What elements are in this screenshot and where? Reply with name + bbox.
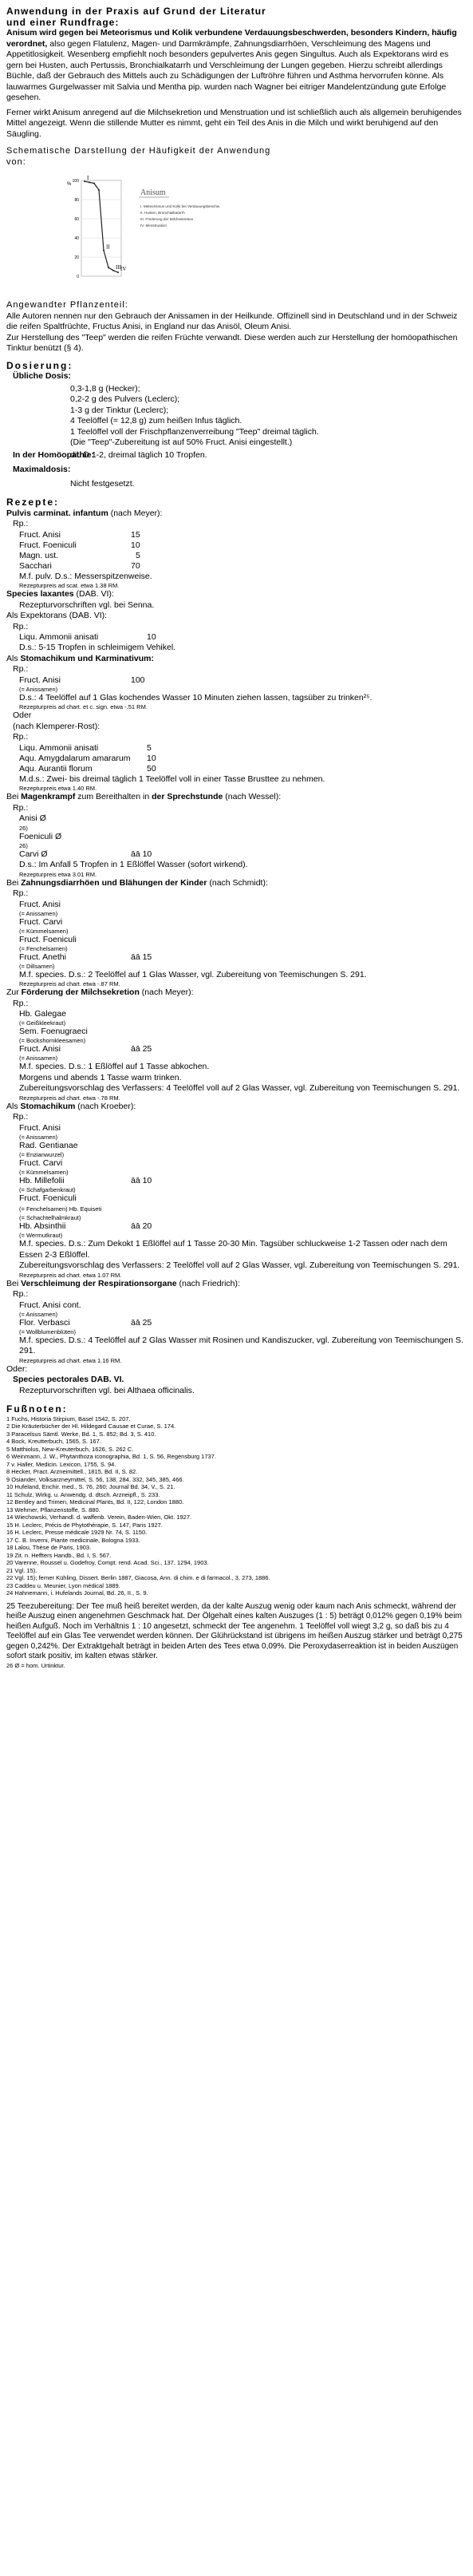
ingredient-name: Hb. Galegae [19,1009,66,1019]
oder-label: Oder [13,710,32,720]
rp-label: Rp.: [13,1289,29,1299]
recipe-title: Species laxantes [6,589,74,599]
dosage-max: Nicht festgesetzt. [70,478,135,489]
schema-title-line-2: von: [6,156,26,167]
recipe-instructions: Morgens und abends 1 Tasse warm trinken. [19,1072,182,1082]
ingredient-name: Hb. Absinthii [19,1221,66,1231]
ingredient-row [19,900,467,910]
footnote-item: 11 Schulz, Wirkg. u. Anwendg. d. dtsch. Arzneipfl., S. 233. [6,1490,160,1498]
ingredient-qty: 50 [147,763,156,774]
recipe-title: Verschleimung der Respirationsorgane [21,1278,177,1288]
ingredient-qty: āā 10 [131,849,152,859]
chart-point-label: III [116,263,121,271]
recipe-price: Rezepturpreis ad chart. et c. sign. etwa -.51 RM. [19,703,148,710]
recipe-instructions: M.f. species. D.s.: 4 Teelöffel auf 2 Glas Wasser mit Rosinen und Kandiszucker, vgl. Zubereitung von Teemischungen S. 291. [19,1335,463,1355]
footnote-item: 18 Lalou, Thèse de Paris, 1903. [6,1544,92,1551]
recipe-instructions: M.f. species. D.s.: 2 Teelöffel auf 1 Glas Wasser, vgl. Zubereitung von Teemischungen S. 291. [19,969,367,979]
ingredient-note: (= Fenchelsamen) Hb. Equiseti [19,1205,102,1213]
recipe-instructions: M.f. species. D.s.: Zum Dekokt 1 Eßlöffel auf 1 Tasse 20-30 Min. Tagsüber schluckweise 1-2 Tassen oder nach dem Essen 2-3 Eßlöffel. [19,1239,447,1260]
ingredient-name: Liqu. Ammonii anisati [19,742,99,753]
footnote-item: 7 v. Haller, Medicin. Lexicon, 1755, S. 94. [6,1460,116,1468]
recipe-zahnungsdiarrhoe [6,878,467,988]
chart-point [112,270,114,271]
ingredient-row [19,1204,467,1215]
recipe-mid: zum Bereithalten in [75,792,152,801]
ingredient-name: Sacchari [19,560,52,571]
intro-text: also gegen Flatulenz, Magen- und Darmkrämpfe, Zahnungsdiarrhöen, Verschleimung des Magens und Appetitlosigkeit. Wesenberg empfiehlt noch besonders gepulvertes Anis gegen Singultus. Auch als Expektorans wird es gern bei Husten, auch Pertussis, Bronchialkatarrh und Verschleimung der Lungen gegeben. Hierzu schreibt allerdings Büchle, daß der Gebrauch des Mittels auch zu Schädigungen der Luftröhre führen und Asthma hervorrufen könne. Als lauwarmes Gurgelwasser mit Salvia und Mentha pip. wurden nach Wagner bei eitriger Mandelentzündung gute Erfolge gesehen. [6,38,449,102]
ingredient-qty: āā 25 [131,1044,152,1054]
dosage-line: 0,2-2 g des Pulvers (Leclerc); [70,394,180,404]
ingredient-qty: 5 [147,742,152,753]
footnote-item: 1 Fuchs, Historia Stirpium, Basel 1542, S. 207. [6,1415,131,1423]
recipe-stomachikum-kroeber [6,1102,467,1279]
recipe-title: Species pectorales DAB. VI. [13,1375,124,1384]
ingredient-name: Fruct. Foeniculi [19,1193,77,1203]
ingredient-name: Magn. ust. [19,550,59,560]
footnote-item: 3 Paracelsus Sämtl. Werke, Bd. 1, S. 852; Bd. 3, S. 410. [6,1430,156,1438]
recipe-source: (nach Meyer): [108,508,163,518]
recipe-title: Zahnungsdiarrhöen und Blähungen der Kinder [21,877,207,888]
chart-point [89,181,90,183]
rp-label: Rp.: [13,1112,29,1122]
footnote-item: 16 H. Leclerc, Presse médicale 1929 Nr. 74, S. 1150. [6,1529,148,1536]
chart-legend-entry: I. Meteorismus und Kolik bei Verdauungsbeschw. [140,204,221,208]
ingredient-qty: āā 15 [131,952,152,962]
ingredient-row [19,1123,467,1134]
footnotes-title: Fußnoten: [6,1403,68,1415]
recipe-source: (nach Schmidt): [207,877,268,888]
recipe-price: Rezepturpreis ad chart. etwa 1.07 RM. [19,1271,122,1279]
footnotes-list [6,1415,467,1597]
chart-point [108,267,109,268]
recipe-source: (nach Friedrich): [176,1278,240,1288]
recipe-items [6,1009,467,1102]
dosage-line: 1 Teelöffel voll der Frischpflanzenverreibung "Teep" dreimal täglich. [70,426,319,437]
ingredient-name: Fruct. Foeniculi [19,540,77,550]
ingredient-qty: āā 25 [131,1317,152,1328]
ingredient-note: (= Anissamen) [19,1133,58,1141]
recipe-items [6,530,467,590]
ingredient-name: Fruct. Foeniculi [19,934,77,944]
recipe-items [6,813,467,878]
dosage-label-max: Maximaldosis: [13,465,71,474]
ingredient-row [19,1141,467,1151]
ingredient-name: Fruct. Carvi [19,916,63,927]
recipe-instructions: D.s.: Im Anfall 5 Tropfen in 1 Eßlöffel Wasser (sofort wirkend). [19,860,248,869]
chart-point [98,189,100,191]
dosage-title: Dosierung: [6,359,73,371]
chart-tick-label: 80 [74,198,79,203]
recipe-price: Rezepturpreis ad chart. etwa -.87 RM. [19,980,120,987]
ingredient-name: Anisi Ø [19,813,46,823]
ingredient-row [19,743,467,754]
chart-point [117,271,119,273]
recipe-instructions: M.f. species. D.s.: 1 Eßlöffel auf 1 Tasse abkochen. [19,1062,210,1071]
dosage-line: (Die "Teep"-Zubereitung ist auf 50% Fruct. Anisi eingestellt.) [70,437,293,447]
recipe-price: Rezepturpreis etwa 1.40 RM. [19,785,97,792]
chart-series-line [85,181,118,272]
ingredient-qty: 10 [147,632,156,642]
chart-tick-label: 40 [74,236,79,241]
recipe-title-2: der Sprechstunde [152,792,223,801]
dosage-line: 0,3-1,8 g (Hecker); [70,383,140,394]
rp-label: Rp.: [13,732,29,742]
ingredient-note: (= Wollblumenblüten) [19,1328,76,1335]
recipe-items [6,1123,467,1279]
recipe-title: Förderung der Milchsekretion [21,987,140,997]
dosage-homeo: dil. D 1-2, dreimal täglich 10 Tropfen. [70,449,207,460]
footnote-item: 4 Bock, Kreutterbuch, 1565, S. 167. [6,1438,101,1445]
ingredient-qty: āā 20 [131,1221,152,1231]
footnote-item: 24 Hahnemann, i. Hufelands Journal, Bd. 26, II., S. 9. [6,1589,148,1597]
footnote-item: 13 Wehmer, Pflanzenstoffe, S. 880. [6,1506,101,1514]
chart-point-label: I [87,175,89,182]
rp-label: Rp.: [13,888,29,898]
recipe-source: (DAB. VI): [73,589,114,599]
dosage-block [6,371,467,489]
ingredient-row [19,1027,467,1037]
ingredient-name: Hb. Millefolii [19,1175,65,1185]
recipe-price: Rezepturpreis ad chart. etwa 1.16 RM. [19,1356,122,1364]
recipe-expektorans [6,611,467,654]
dosage-max-label [13,465,467,476]
rp-label: Rp.: [13,664,29,674]
footnote-item: 2 Die Kräuterbücher der Hl. Hildegard Causae et Curae, S. 174. [6,1423,176,1430]
intro-bold: Anisum wird gegen bei Meteorismus und Kolik verbundene Verdauungsbeschwerden, besonders Kindern, häufig verordnet, [6,28,457,49]
ingredient-qty: 70 [131,560,140,571]
recipe-source: (DAB. VI): [66,611,108,620]
ingredient-row [19,1221,467,1232]
ingredient-row [19,1193,467,1204]
ingredient-row [19,675,467,686]
footnote-item: 23 Caddeu u. Meunier, Lyon médical 1889. [6,1581,120,1589]
ingredient-qty: 15 [131,529,140,540]
section-heading [6,6,467,28]
ingredient-row [19,1300,467,1311]
ingredient-note: (= Wermutkraut) [19,1232,63,1239]
ingredient-row [19,952,467,963]
footnote-25: 25 Teezubereitung: Der Tee muß heiß bereitet werden, da der kalte Auszug wenig oder kaum nach Anis schmeckt, während der heiße Auszug einen angenehmen Geschmack hat. Der Ölgehalt eines kalten Auszuges (1 : 5) beträgt 0,012% gegen 0,19% beim heißen Aufguß. Noch im Verhältnis 1 : 10 angesetzt, schmeckt der Tee angenehm. 1 Teelöffel voll wiegt 3,2 g, so daß bis zu 4 Teelöffel auf ein Glas Tee verwendet werden können. Der Glührückstand ist übrigens im heißen Auszug stärker und beträgt 0,275 gegen 0,242%. Der Extraktgehalt beträgt in beiden Arten des Tees etwa 0,09%. Die Peroxydaserreaktion ist in beiden Auszügen sofort stark positiv, im kalten etwas stärker. [6,1601,463,1660]
part-text: Alle Autoren nennen nur den Gebrauch der Anissamen in der Heilkunde. Offizinell sind in Deutschland und in der Schweiz die reifen Spaltfrüchte, Fructus Anisi, in England nur das Anisöl, Oleum Anisi. [6,311,458,331]
footnote-item: 5 Matthiolus, New-Kreuterbuch, 1626, S. 262 C. [6,1445,134,1453]
ingredient-qty: 100 [131,675,145,685]
ingredient-qty: āā 10 [131,1175,152,1185]
ingredient-note: (= Kümmelsamen) [19,1168,69,1176]
ingredient-note: (= Fenchelsamen) [19,944,68,952]
ingredient-name: Fruct. Anisi cont. [19,1300,81,1310]
recipe-stomachikum [6,654,467,793]
footnote-item: 6 Weinmann, J. W., Phytanthoza iconographia, Bd. 1, S. 56, Regensburg 1737. [6,1453,216,1460]
milk-paragraph: Ferner wirkt Anisum anregend auf die Milchsekretion und Menstruation und ist schließlich auch als allgemein beruhigendes Mittel angezeigt. Wenn die stillende Mutter es nimmt, geht ein Teil des Anis in die Milch und wirkt beruhigend auf den Säugling. [6,107,462,139]
recipe-title: Pulvis carminat. infantum [6,508,108,518]
ingredient-row [19,1009,467,1019]
dosage-line: 4 Teelöffel (= 12,8 g) zum heißen Infus täglich. [70,416,242,425]
ingredient-row [19,632,467,643]
ingredient-name: Foeniculi Ø [19,831,62,841]
ingredient-note: (= Dillsamen) [19,962,55,970]
ingredient-note: 26) [19,842,28,849]
ingredient-note: (= Schafgarbenkraut) [19,1185,76,1193]
ingredient-note: (= Anissamen) [19,685,58,693]
rp-label: Rp.: [13,621,29,631]
ingredient-row [19,917,467,928]
chart-ylabel: % [67,182,72,187]
footnote-item: 12 Bentley and Trimen, Medicinal Plants, Bd. II, 122, London 1880. [6,1498,184,1506]
ingredient-row [19,935,467,945]
ingredient-note: (= Geißkleekraut) [19,1019,66,1027]
ingredient-qty: 5 [136,550,140,560]
ingredient-row [19,1318,467,1328]
ingredient-name: Rad. Gentianae [19,1140,78,1150]
footnote-item: 10 Hufeland, Enchir. med., S. 76, 260; Journal Bd. 34, V., S. 21. [6,1483,175,1490]
chart-legend-entry: IV. Menstruation [140,224,168,228]
recipe-prefix: Zur [6,987,22,997]
chart-point [103,250,104,251]
ingredient-row [19,1176,467,1186]
ingredient-row [19,561,467,572]
intro-paragraph [6,28,467,104]
frequency-chart [64,174,255,292]
footnote-item: 9 Osiander, Volksarzneymittel, S. 56, 138, 284, 332, 345, 385, 466. [6,1475,184,1483]
footnote-item: 8 Hecker, Pract. Arzneimittell., 1815, Bd. II, S. 82. [6,1468,138,1475]
footnote-item: 21 Vgl. 15). [6,1566,37,1574]
recipes-title: Rezepte: [6,497,60,508]
recipe-title: Stomachikum und Karminativum: [20,653,154,663]
recipe-species-laxantes [6,589,467,611]
schema-title [6,146,467,168]
recipe-instructions: M.d.s.: Zwei- bis dreimal täglich 1 Teelöffel voll in einer Tasse Brusttee zu nehmen. [19,774,325,784]
footnote-26: 26 Ø = hom. Urtinktur. [6,1661,65,1669]
ingredient-row [19,1044,467,1055]
heading-line-1: Anwendung in der Praxis auf Grund der Literatur [6,6,266,17]
ingredient-note: (= Enzianwurzel) [19,1150,65,1158]
chart-tick-label: 60 [74,217,79,222]
recipe-price: Rezepturpreis ad chart. etwa -.78 RM. [19,1094,120,1102]
recipe-items [6,900,467,988]
recipe-instructions: D.s.: 5-15 Tropfen in schleimigem Vehikel. [19,643,176,652]
rp-label: Rp.: [13,519,29,528]
dosage-lines [13,384,467,449]
ingredient-row [19,764,467,774]
dosage-label-homeo: In der Homöopathie: [13,449,95,460]
recipe-price: Rezepturpreis etwa 3.01 RM. [19,870,97,878]
ingredient-note: (= Anissamen) [19,909,58,917]
chart-legend-entry: II. Husten, Bronchialkatarrh [140,211,185,215]
ingredient-note: (= Kümmelsamen) [19,927,69,935]
recipe-title: Magenkrampf [21,792,76,801]
recipe-source: (nach Kroeber): [75,1101,136,1111]
recipe-source: (nach Klemperer-Rost): [13,721,101,731]
chart-frame [81,180,121,276]
recipe-respiration [6,1279,467,1397]
chart-point-label: II [106,243,110,251]
chart-point-label: IV [120,266,127,273]
recipe-instructions: Zubereitungsvorschlag des Verfassers: 4 Teelöffel voll auf 2 Glas Wasser, vgl. Zubereitung von Teemischungen S. 291. [19,1083,460,1093]
ingredient-name: Fruct. Anisi [19,529,61,540]
ingredient-note: (= Anissamen) [19,1310,58,1318]
ingredient-name: Liqu. Ammonii anisati [19,632,99,642]
ingredient-qty: 10 [131,540,140,550]
ingredient-note: 26) [19,824,28,832]
schema-title-line-1: Schematische Darstellung der Häufigkeit der Anwendung [6,146,271,156]
recipe-prefix: Bei [6,877,22,888]
ingredient-name: Aqu. Aurantii florum [19,763,93,774]
recipe-reference: Rezepturvorschriften vgl. bei Senna. [19,599,155,610]
footnote-item: 14 Wiechowski, Verhandl. d. waffenb. Verein, Baden-Wien, Okt. 1927. [6,1514,192,1521]
recipe-instructions: D.s.: 4 Teelöffel auf 1 Glas kochendes Wasser 10 Minuten ziehen lassen, tagsüber zu trinken²⁵. [19,692,372,702]
chart-point [93,183,95,184]
recipe-milchsekretion [6,987,467,1102]
footnote-item: 15 H. Leclerc, Précis de Phytothérapie, S. 147, Paris 1927. [6,1521,163,1529]
ingredient-note: (= Anissamen) [19,1055,58,1062]
recipe-items [6,675,467,711]
ingredient-name: Aqu. Amygdalarum amararum [19,753,131,763]
chart-legend-entry: III. Förderung der Milchsekretion [140,217,194,221]
part-title: Angewandter Pflanzenteil: [6,300,128,310]
recipe-prefix: Als [6,653,21,663]
footnote-item: 20 Varenne, Roussel u. Godefroy, Compt. rend. Acad. Sci., 137, 1294, 1903. [6,1559,209,1566]
dosage-label-usual-text: Übliche Dosis: [13,371,71,381]
rp-label: Rp.: [13,802,29,813]
recipe-source: (nach Wessel): [223,792,282,801]
recipe-prefix: Bei [6,1278,22,1288]
ingredient-name: Fruct. Anethi [19,952,66,962]
recipe-items [6,1300,467,1364]
ingredient-row [19,1158,467,1169]
ingredient-name: Flor. Verbasci [19,1317,70,1328]
ingredient-name: Fruct. Anisi [19,1122,61,1133]
recipe-title: Als Expektorans [6,611,67,620]
rp-label: Rp.: [13,998,29,1008]
ingredient-qty: 10 [147,753,156,763]
ingredient-note: (= Bockshornkleesamen) [19,1037,86,1044]
dosage-label-usual [13,371,467,382]
recipe-instructions: Zubereitungsvorschlag des Verfassers: 2 Teelöffel voll auf 2 Glas Wasser, vgl. Zubereitung von Teemischungen S. 291. [19,1260,460,1270]
ingredient-name: Carvi Ø [19,849,48,859]
footnote-item: 19 Zit. n. Heffters Handb., Bd. I, S. 567. [6,1551,112,1559]
chart-tick-label: 0 [77,275,79,279]
chart-title: Anisum [140,188,166,197]
ingredient-name: Fruct. Anisi [19,899,61,909]
heading-line-2: und einer Rundfrage: [6,16,120,28]
ingredient-name: Fruct. Anisi [19,1044,61,1054]
recipe-price: Rezepturpreis ad scat. etwa 1.38 RM. [19,582,120,589]
ingredient-row [19,540,467,551]
ingredient-row [19,754,467,764]
ingredient-row [19,551,467,561]
recipe-magenkrampf [6,792,467,878]
ingredient-name: Sem. Foenugraeci [19,1027,88,1036]
part-text-2: Zur Herstellung des "Teep" werden die reifen Früchte verwandt. Diese werden auch zur Herstellung der homöopathischen Tinktur benützt (§ 4). [6,332,458,353]
recipe-prefix: Bei [6,792,22,801]
ingredient-note: (= Schachtelhalmkraut) [19,1214,81,1221]
recipe-items [6,743,467,793]
recipe-instructions: M.f. pulv. D.s.: Messerspitzenweise. [19,571,152,581]
dosage-homeo-row [13,450,467,461]
oder-label: Oder: [6,1363,28,1374]
ingredient-row [19,849,467,860]
dosage-line: 1-3 g der Tinktur (Leclerc); [70,405,169,415]
footnote-item: 17 C. B. Inverni, Piante medicinale, Bologna 1933. [6,1536,140,1544]
recipe-title: Stomachikum [20,1101,76,1111]
ingredient-row [19,530,467,540]
recipe-prefix: Als [6,1101,21,1111]
footnote-item: 22 Vgl. 15); ferner Kühling, Dissert. Berlin 1887, Giacosa, Ann. di chim. e di farmacol., 3, 273, 1886. [6,1574,270,1581]
recipe-source: (nach Meyer): [139,987,194,997]
recipe-pulvis [6,508,467,590]
ingredient-name: Fruct. Anisi [19,675,61,685]
chart-point [84,180,85,182]
chart-tick-label: 20 [74,255,79,260]
recipe-reference: Rezepturvorschriften vgl. bei Althaea officinalis. [19,1385,195,1395]
ingredient-name: Fruct. Carvi [19,1157,63,1168]
recipe-items [6,632,467,654]
chart-tick-label: 100 [72,179,79,184]
